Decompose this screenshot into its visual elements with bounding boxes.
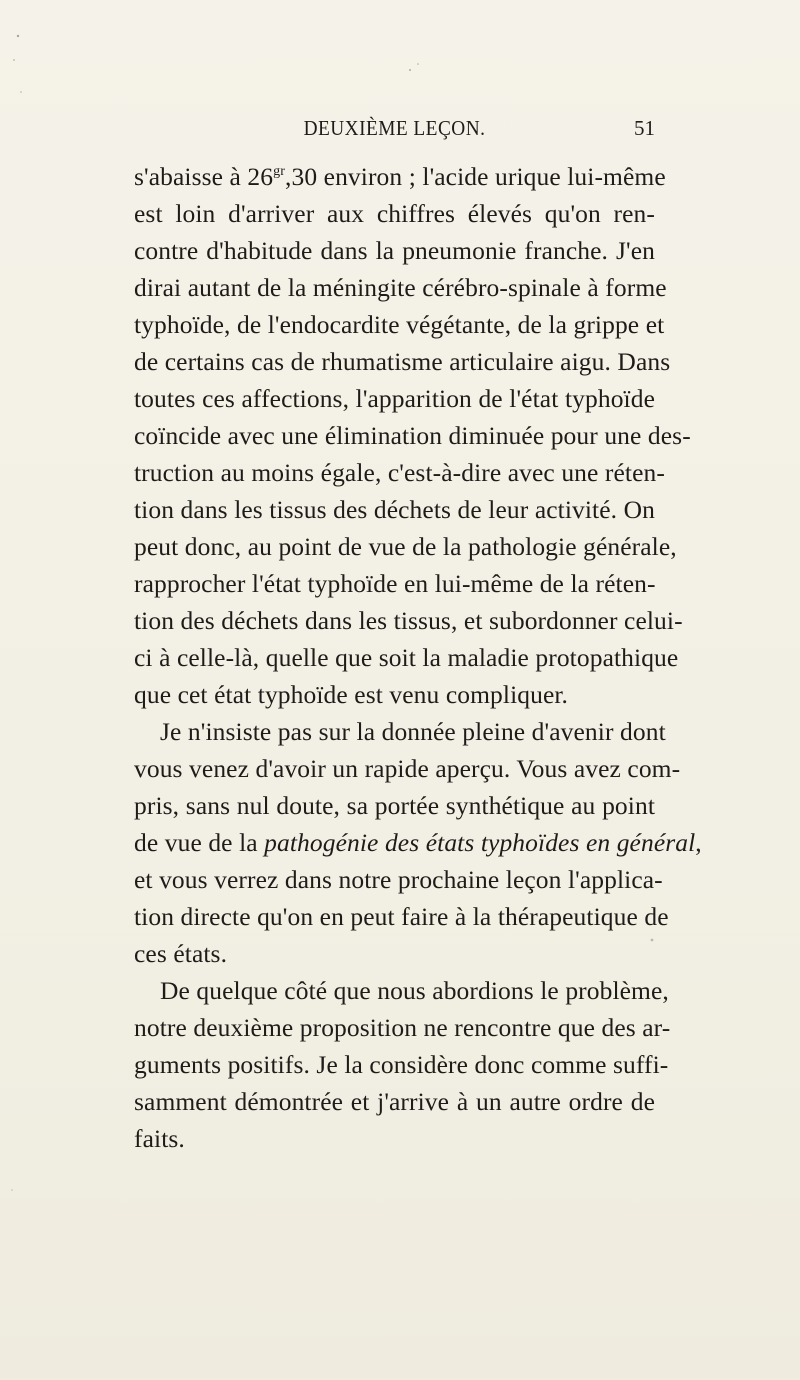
text-line: est loin d'arriver aux chiffres élevés qu'on ren- bbox=[134, 199, 655, 228]
text-line: toutes ces affections, l'apparition de l'état typhoïde bbox=[134, 384, 655, 413]
superscript-unit: gr bbox=[273, 164, 285, 179]
text-line: ces états. bbox=[134, 939, 228, 968]
text-segment: de vue de la bbox=[134, 828, 265, 857]
text-segment: ,30 environ ; l'acide urique lui-même bbox=[285, 162, 666, 191]
text-line: et vous verrez dans notre prochaine leçon l'applica- bbox=[134, 865, 663, 894]
running-title: DEUXIÈME LEÇON. bbox=[303, 116, 486, 140]
text-line: peut donc, au point de vue de la pathologie générale, bbox=[134, 532, 677, 561]
text-line: tion dans les tissus des déchets de leur activité. On bbox=[134, 495, 655, 524]
text-line bbox=[134, 824, 702, 861]
text-line: notre deuxième proposition ne rencontre que des ar- bbox=[134, 1013, 671, 1042]
text-line: Je n'insiste pas sur la donnée pleine d'avenir dont bbox=[160, 717, 666, 746]
text-line: typhoïde, de l'endocardite végétante, de la grippe et bbox=[134, 310, 665, 339]
text-line: tion des déchets dans les tissus, et subordonner celui- bbox=[134, 606, 683, 635]
text-line: truction au moins égale, c'est-à-dire avec une réten- bbox=[134, 458, 665, 487]
text-line bbox=[134, 158, 666, 195]
text-line: contre d'habitude dans la pneumonie franche. J'en bbox=[134, 236, 655, 265]
text-line: tion directe qu'on en peut faire à la thérapeutique de bbox=[134, 902, 669, 931]
italic-phrase: pathogénie des états typhoïdes en général bbox=[264, 828, 696, 857]
text-line: rapprocher l'état typhoïde en lui-même de la réten- bbox=[134, 569, 656, 598]
text-line: samment démontrée et j'arrive à un autre ordre de bbox=[134, 1087, 655, 1116]
text-line: ci à celle-là, quelle que soit la maladie protopathique bbox=[134, 643, 679, 672]
text-line: dirai autant de la méningite cérébro-spinale à forme bbox=[134, 273, 667, 302]
running-head bbox=[134, 116, 655, 146]
text-line: coïncide avec une élimination diminuée pour une des- bbox=[134, 421, 691, 450]
text-segment: , bbox=[695, 828, 702, 857]
text-line: de certains cas de rhumatisme articulaire aigu. Dans bbox=[134, 347, 671, 376]
text-line: que cet état typhoïde est venu compliquer. bbox=[134, 680, 569, 709]
text-segment: s'abaisse à 26 bbox=[134, 162, 274, 191]
text-line: De quelque côté que nous abordions le problème, bbox=[160, 976, 669, 1005]
text-line: pris, sans nul doute, sa portée synthétique au point bbox=[134, 791, 655, 820]
text-line: vous venez d'avoir un rapide aperçu. Vous avez com- bbox=[134, 754, 681, 783]
body-text bbox=[134, 158, 702, 1157]
text-line: guments positifs. Je la considère donc comme suffi- bbox=[134, 1050, 669, 1079]
text-line: faits. bbox=[134, 1124, 185, 1153]
page-number: 51 bbox=[634, 116, 655, 140]
